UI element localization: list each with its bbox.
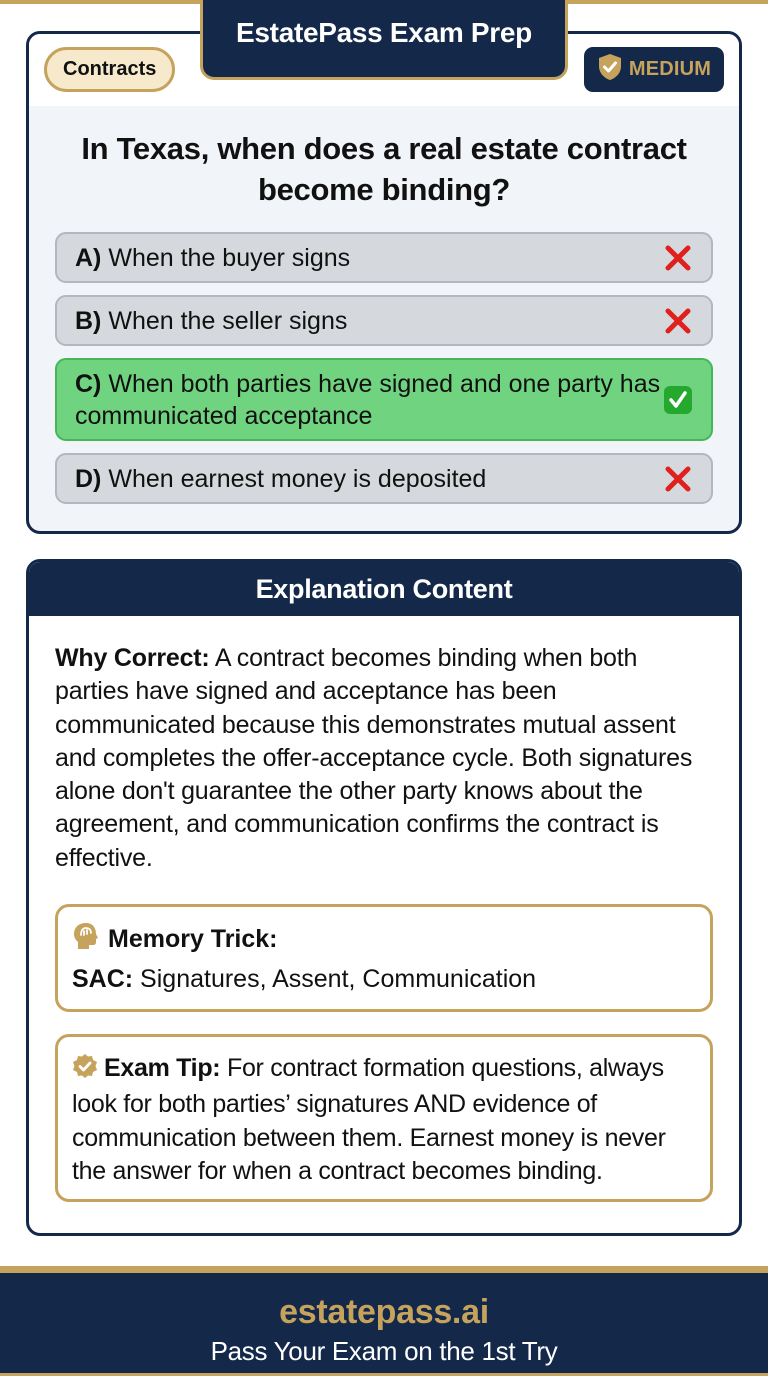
exam-tip-text: For contract formation questions, always look for both parties’ signatures AND evidence of communication between them. Earnest money is never the answer for when a contract becomes binding. xyxy=(72,1054,666,1185)
option-text: When the buyer signs xyxy=(108,243,351,272)
option-letter: D) xyxy=(75,464,102,493)
difficulty-badge xyxy=(584,47,724,92)
memory-acronym: SAC: xyxy=(72,965,134,993)
shield-check-icon xyxy=(597,53,623,86)
explanation-header xyxy=(29,562,739,616)
x-mark-icon xyxy=(663,306,693,336)
answer-option-b[interactable] xyxy=(55,295,713,346)
memory-trick-title: Memory Trick: xyxy=(108,925,278,953)
app-title-tab xyxy=(200,0,568,80)
footer xyxy=(0,1266,768,1376)
explanation-heading: Explanation Content xyxy=(255,573,513,604)
check-box-icon xyxy=(663,385,693,415)
memory-trick-box xyxy=(55,904,713,1012)
category-pill xyxy=(44,47,175,92)
brain-head-icon xyxy=(72,921,100,958)
x-mark-icon xyxy=(663,243,693,273)
option-text: When the seller signs xyxy=(108,306,348,335)
memory-trick-text: Signatures, Assent, Communication xyxy=(133,965,537,993)
footer-tagline: Pass Your Exam on the 1st Try xyxy=(210,1336,558,1366)
exam-tip-box xyxy=(55,1034,713,1202)
x-mark-icon xyxy=(663,464,693,494)
badge-check-icon xyxy=(72,1053,98,1088)
category-label: Contracts xyxy=(63,58,157,80)
why-correct-label: Why Correct: xyxy=(55,644,210,672)
option-letter: A) xyxy=(75,243,102,272)
question-text: In Texas, when does a real estate contract become binding? xyxy=(81,131,687,207)
app-title: EstatePass Exam Prep xyxy=(236,16,532,48)
option-letter: C) xyxy=(75,369,102,398)
difficulty-label: MEDIUM xyxy=(628,58,712,80)
exam-tip-label: Exam Tip: xyxy=(104,1054,221,1082)
why-correct-paragraph xyxy=(55,642,715,875)
option-letter: B) xyxy=(75,306,102,335)
why-correct-text: A contract becomes binding when both parties have signed and acceptance has been communicated because this demonstrates mutual assent and completes the offer-acceptance cycle. Both signatures alone don't guarantee the other party knows about the agreement, and communication confirms the contract is effective. xyxy=(55,644,693,872)
answer-option-a[interactable] xyxy=(55,232,713,283)
footer-brand: estatepass.ai xyxy=(279,1293,489,1331)
answer-option-c[interactable] xyxy=(55,358,713,441)
answer-option-d[interactable] xyxy=(55,453,713,504)
option-text: When both parties have signed and one party has communicated acceptance xyxy=(75,369,661,430)
option-text: When earnest money is deposited xyxy=(108,464,487,493)
